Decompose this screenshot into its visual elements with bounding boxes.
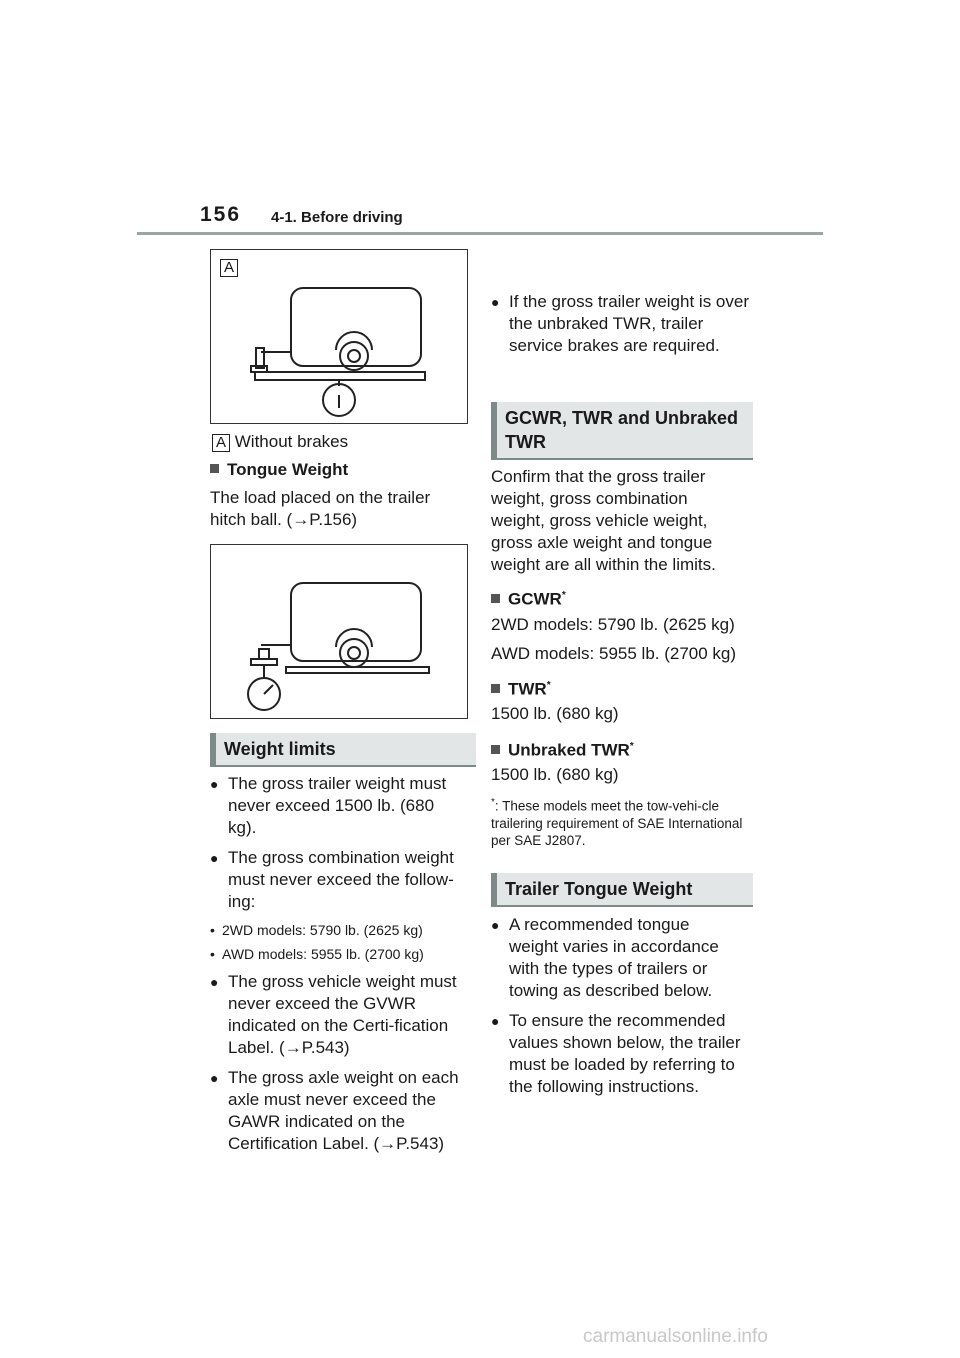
list-item: ● The gross axle weight on each axle must never exceed the GAWR indicated on the Certification Label. (→P.543) (210, 1067, 460, 1155)
list-item: ● To ensure the recommended values shown below, the trailer must be loaded by referring to the following instructions. (491, 1010, 741, 1098)
square-bullet-icon (491, 594, 500, 603)
figure-trailer-tongue-scale (210, 544, 468, 719)
tongue-scale-illustration (211, 545, 467, 718)
list-item: ● A recommended tongue weight varies in accordance with the types of trailers or towing as described below. (491, 914, 741, 1002)
figure-trailer-without-brakes (210, 249, 468, 424)
square-bullet-icon (491, 745, 500, 754)
gcwr-heading: GCWR, TWR and Unbraked TWR (491, 402, 753, 460)
gcwr-intro: Confirm that the gross trailer weight, gross combination weight, gross vehicle weight, gross axle weight and tongue weight are all within the limits. (491, 467, 716, 574)
square-bullet-icon (491, 684, 500, 693)
list-item: ● The gross vehicle weight must never exceed the GVWR indicated on the Certi-fication Label. (→P.543) (210, 971, 460, 1059)
trailer-scale-illustration (211, 250, 467, 423)
gcwr-2wd: 2WD models: 5790 lb. (2625 kg) (491, 615, 735, 634)
figure-caption (212, 431, 348, 453)
twr-subheading: TWR* (491, 675, 551, 701)
unbraked-twr-subheading: Unbraked TWR* (491, 736, 634, 762)
section-title: 4-1. Before driving (271, 209, 403, 226)
tongue-weight-text: The load placed on the trailer hitch ball. (→P.156) (210, 488, 431, 529)
list-item: ● If the gross trailer weight is over the unbraked TWR, trailer service brakes are required. (491, 291, 749, 357)
tongue-weight-heading: Tongue Weight (210, 459, 348, 481)
gcwr-awd: AWD models: 5955 lb. (2700 kg) (491, 644, 737, 663)
caption-label: A (212, 434, 230, 452)
unbraked-twr-value: 1500 lb. (680 kg) (491, 765, 619, 784)
square-bullet-icon (210, 464, 219, 473)
figure-label: A (220, 259, 238, 277)
trailer-tongue-heading: Trailer Tongue Weight (491, 873, 753, 907)
watermark: carmanualsonline.info (583, 1326, 768, 1347)
list-item: ● The gross combination weight must never exceed the follow-ing: (210, 847, 460, 913)
gcwr-subheading: GCWR* (491, 585, 566, 611)
list-item: ● The gross trailer weight must never exceed 1500 lb. (680 kg). (210, 773, 460, 839)
page-number: 156 (200, 203, 242, 226)
trailer-tongue-list (491, 914, 741, 1098)
weight-limits-heading: Weight limits (210, 733, 476, 767)
caption-text: Without brakes (234, 432, 349, 451)
header-rule (137, 232, 823, 235)
sub-item: • AWD models: 5955 lb. (2700 kg) (210, 945, 460, 963)
sub-item: • 2WD models: 5790 lb. (2625 kg) (210, 921, 460, 939)
weight-limits-list (210, 773, 460, 1155)
twr-value: 1500 lb. (680 kg) (491, 704, 619, 723)
footnote: *: These models meet the tow-vehi-cle trailering requirement of SAE International per SAE J2807. (491, 797, 743, 848)
